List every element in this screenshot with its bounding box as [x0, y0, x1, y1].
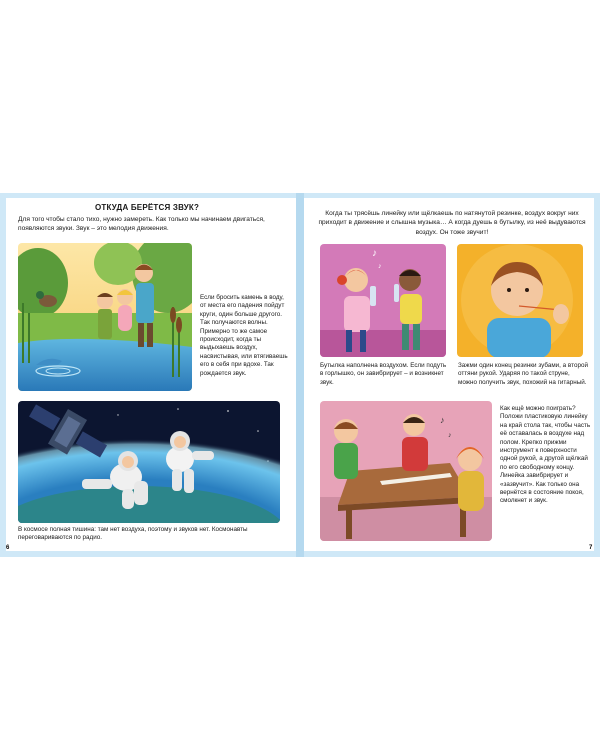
bottle-caption: Бутылка наполнена воздухом. Если подуть в горлышко, он завибрирует – и возникнет звук. [320, 362, 447, 386]
stone-in-water-text: Если бросить камень в воду, от места его падения пойдут круги, один больше другого. Так получаются волны. Примерно то же самое происходит, когда ты выдыхаешь воздух, насвистывая, или втягиваешь его в себя при вдохе. Так рождается звук. [200, 294, 288, 377]
left-intro-text: Для того чтобы стало тихо, нужно замереть. Как только мы начинаем двигаться, появляются звуки. Звук – это мелодия движения. [18, 216, 265, 233]
bottle-blowing-illustration [320, 244, 446, 357]
svg-text:♪: ♪ [440, 415, 445, 425]
astronauts-space-illustration [18, 401, 280, 523]
space-caption: В космосе полная тишина: там нет воздуха, поэтому и звуков нет. Космонавты переговариваются по радио. [18, 526, 248, 542]
svg-text:♪: ♪ [448, 432, 452, 439]
ruler-text: Как ещё можно поиграть? Положи пластиковую линейку на край стола так, чтобы часть её оставалась в воздухе над полом. Крепко прижми инструмент к поверхности одной рукой, а другой щёлкай по его свободному концу. Линейка завибрирует и «зазвучит». Как только она вернётся в состояние покоя, смолкнет и звук. [500, 405, 591, 505]
kids-by-pond-illustration [18, 243, 192, 391]
right-intro-text: Когда ты трясёшь линейку или щёлкаешь по натянутой резинке, воздух вокруг них приходит в движение и слышна музыка… А когда дуешь в бутылку, из неё выдуваются воздух. Он тоже звучит! [318, 210, 586, 236]
rubber-band-caption: Зажми один конец резинки зубами, а второй оттяни рукой. Ударяя по такой струне, можно получить звук, похожий на гитарный. [458, 362, 588, 386]
page-number-right: 7 [589, 545, 593, 551]
page-number-left: 6 [6, 545, 10, 551]
ruler-on-table-illustration [320, 401, 492, 541]
book-gutter [296, 193, 304, 557]
rubber-band-illustration [457, 244, 583, 357]
svg-text:♪: ♪ [372, 248, 377, 259]
svg-text:♪: ♪ [378, 263, 382, 270]
page-title: ОТКУДА БЕРЁТСЯ ЗВУК? [95, 203, 200, 212]
